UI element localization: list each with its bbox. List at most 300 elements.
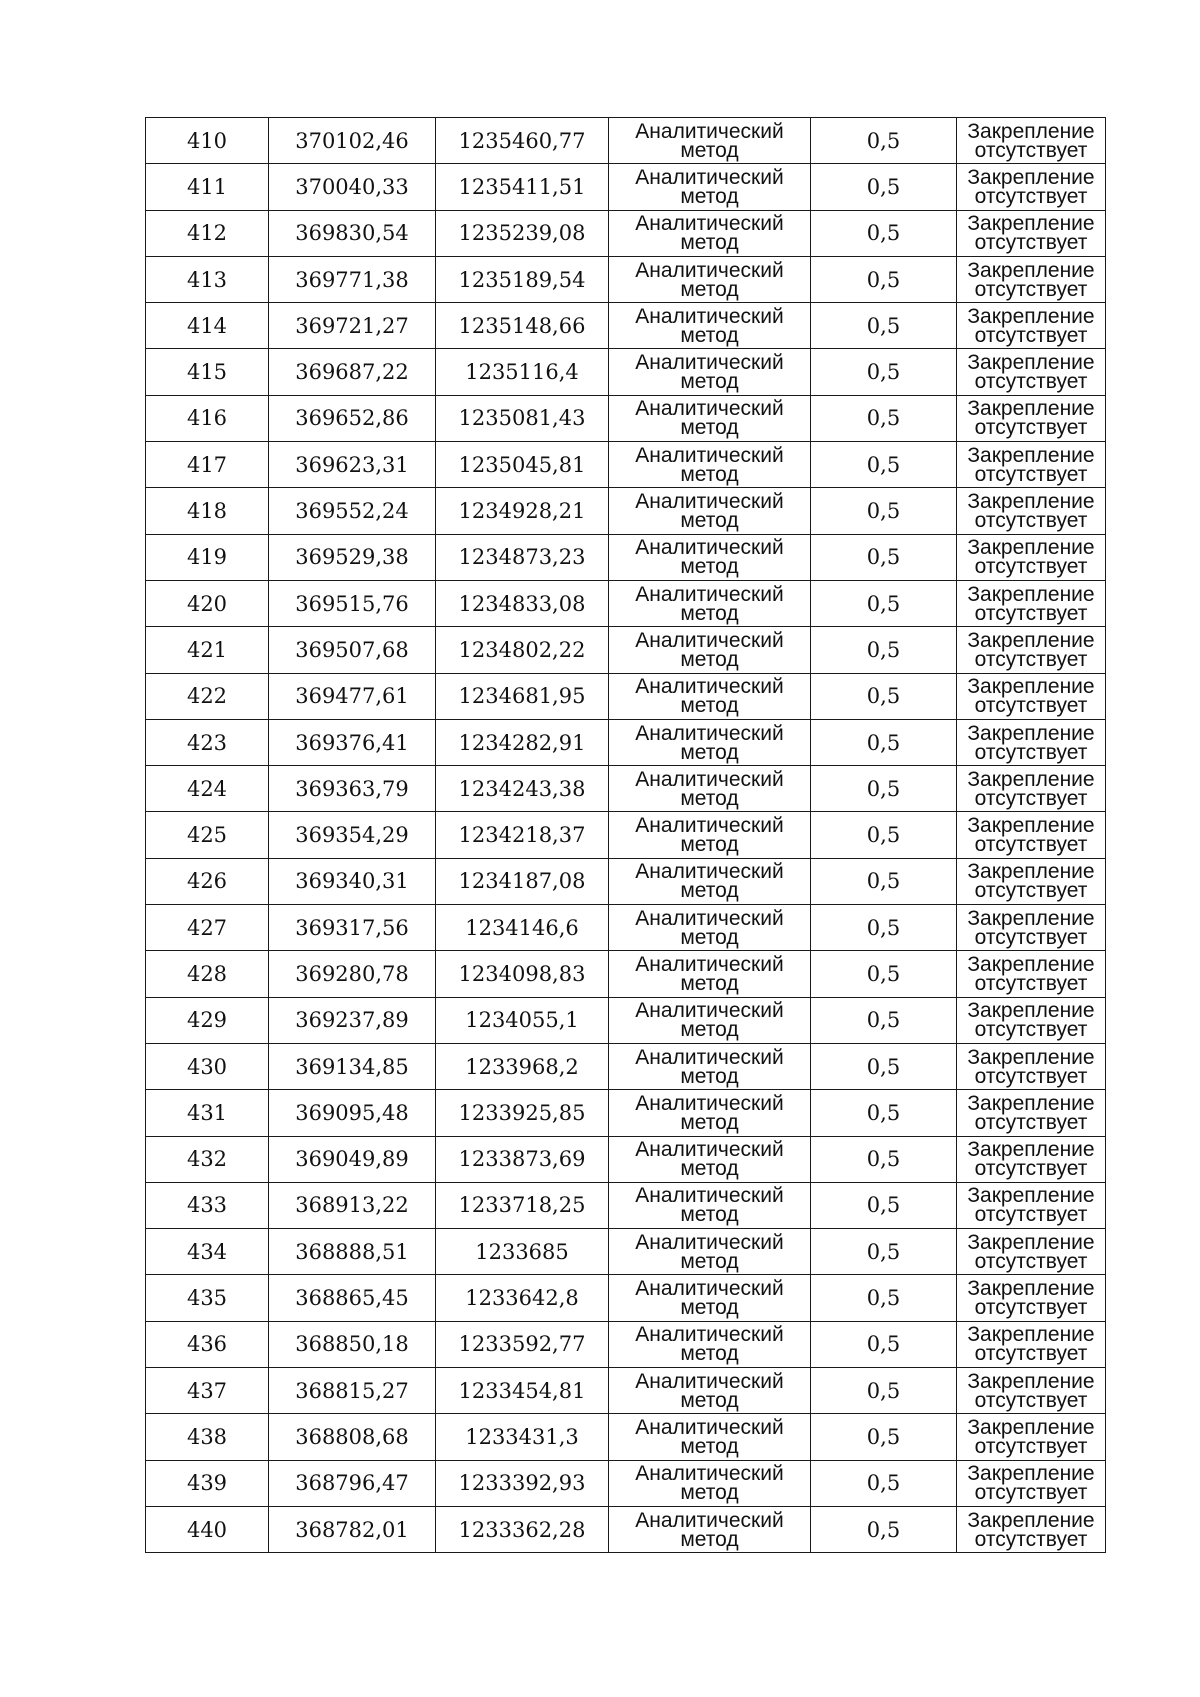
fixing-line-1: Закрепление xyxy=(967,1462,1095,1486)
coordinates-table xyxy=(145,117,1106,1553)
accuracy-cell: 0,5 xyxy=(811,488,957,534)
accuracy-cell: 0,5 xyxy=(811,303,957,349)
fixing-line-1: Закрепление xyxy=(967,212,1095,236)
method-line-2: метод xyxy=(680,509,739,533)
x-coordinate-cell: 368782,01 xyxy=(269,1506,436,1552)
fixing-cell xyxy=(957,164,1106,210)
method-line-2: метод xyxy=(680,1434,739,1458)
method-cell xyxy=(609,766,811,812)
y-coordinate-cell: 1234146,6 xyxy=(436,905,609,951)
y-coordinate-cell: 1234187,08 xyxy=(436,858,609,904)
fixing-cell xyxy=(957,951,1106,997)
point-number-cell: 427 xyxy=(146,905,269,951)
fixing-line-2: отсутствует xyxy=(974,1249,1088,1273)
fixing-cell xyxy=(957,766,1106,812)
method-line-2: метод xyxy=(680,1481,739,1505)
fixing-line-2: отсутствует xyxy=(974,1527,1088,1551)
accuracy-cell: 0,5 xyxy=(811,349,957,395)
method-cell xyxy=(609,1182,811,1228)
table-row xyxy=(146,580,1106,626)
method-cell xyxy=(609,673,811,719)
y-coordinate-cell: 1233642,8 xyxy=(436,1275,609,1321)
fixing-cell xyxy=(957,1368,1106,1414)
fixing-line-2: отсутствует xyxy=(974,509,1088,533)
fixing-line-2: отсутствует xyxy=(974,1388,1088,1412)
accuracy-cell: 0,5 xyxy=(811,1368,957,1414)
x-coordinate-cell: 368808,68 xyxy=(269,1414,436,1460)
y-coordinate-cell: 1235411,51 xyxy=(436,164,609,210)
method-line-1: Аналитический xyxy=(635,304,784,328)
method-line-1: Аналитический xyxy=(635,1323,784,1347)
method-line-2: метод xyxy=(680,1249,739,1273)
method-cell xyxy=(609,164,811,210)
table-row xyxy=(146,1229,1106,1275)
x-coordinate-cell: 368913,22 xyxy=(269,1182,436,1228)
table-row xyxy=(146,951,1106,997)
table-row xyxy=(146,303,1106,349)
accuracy-cell: 0,5 xyxy=(811,997,957,1043)
accuracy-cell: 0,5 xyxy=(811,905,957,951)
table-row xyxy=(146,118,1106,164)
y-coordinate-cell: 1233873,69 xyxy=(436,1136,609,1182)
fixing-line-1: Закрепление xyxy=(967,443,1095,467)
table-row xyxy=(146,210,1106,256)
point-number-cell: 425 xyxy=(146,812,269,858)
fixing-line-1: Закрепление xyxy=(967,1277,1095,1301)
fixing-line-1: Закрепление xyxy=(967,490,1095,514)
method-line-1: Аналитический xyxy=(635,952,784,976)
fixing-line-2: отсутствует xyxy=(974,1018,1088,1042)
fixing-line-2: отсутствует xyxy=(974,833,1088,857)
fixing-cell xyxy=(957,1043,1106,1089)
fixing-line-2: отсутствует xyxy=(974,416,1088,440)
fixing-cell xyxy=(957,1182,1106,1228)
accuracy-cell: 0,5 xyxy=(811,1136,957,1182)
fixing-line-2: отсутствует xyxy=(974,1481,1088,1505)
fixing-cell xyxy=(957,997,1106,1043)
method-line-2: метод xyxy=(680,462,739,486)
x-coordinate-cell: 369721,27 xyxy=(269,303,436,349)
method-line-2: метод xyxy=(680,416,739,440)
method-cell xyxy=(609,1368,811,1414)
method-cell xyxy=(609,442,811,488)
method-line-1: Аналитический xyxy=(635,582,784,606)
fixing-line-2: отсутствует xyxy=(974,1203,1088,1227)
method-cell xyxy=(609,1229,811,1275)
method-line-1: Аналитический xyxy=(635,1138,784,1162)
fixing-line-1: Закрепление xyxy=(967,1045,1095,1069)
table-row xyxy=(146,1043,1106,1089)
fixing-line-2: отсутствует xyxy=(974,1434,1088,1458)
y-coordinate-cell: 1233685 xyxy=(436,1229,609,1275)
fixing-cell xyxy=(957,858,1106,904)
method-line-2: метод xyxy=(680,1110,739,1134)
fixing-cell xyxy=(957,210,1106,256)
fixing-cell xyxy=(957,395,1106,441)
fixing-line-1: Закрепление xyxy=(967,1508,1095,1532)
fixing-cell xyxy=(957,627,1106,673)
y-coordinate-cell: 1233431,3 xyxy=(436,1414,609,1460)
method-cell xyxy=(609,210,811,256)
method-cell xyxy=(609,1506,811,1552)
table-row xyxy=(146,1506,1106,1552)
x-coordinate-cell: 369529,38 xyxy=(269,534,436,580)
method-line-1: Аналитический xyxy=(635,165,784,189)
method-line-1: Аналитический xyxy=(635,1184,784,1208)
fixing-line-1: Закрепление xyxy=(967,721,1095,745)
y-coordinate-cell: 1235189,54 xyxy=(436,256,609,302)
y-coordinate-cell: 1233454,81 xyxy=(436,1368,609,1414)
point-number-cell: 421 xyxy=(146,627,269,673)
point-number-cell: 426 xyxy=(146,858,269,904)
method-line-1: Аналитический xyxy=(635,814,784,838)
fixing-line-1: Закрепление xyxy=(967,952,1095,976)
accuracy-cell: 0,5 xyxy=(811,858,957,904)
accuracy-cell: 0,5 xyxy=(811,1506,957,1552)
y-coordinate-cell: 1235460,77 xyxy=(436,118,609,164)
method-cell xyxy=(609,349,811,395)
x-coordinate-cell: 369652,86 xyxy=(269,395,436,441)
accuracy-cell: 0,5 xyxy=(811,442,957,488)
table-row xyxy=(146,673,1106,719)
y-coordinate-cell: 1234055,1 xyxy=(436,997,609,1043)
table-row xyxy=(146,349,1106,395)
fixing-cell xyxy=(957,1090,1106,1136)
fixing-line-2: отсутствует xyxy=(974,1064,1088,1088)
method-line-1: Аналитический xyxy=(635,1369,784,1393)
x-coordinate-cell: 369515,76 xyxy=(269,580,436,626)
accuracy-cell: 0,5 xyxy=(811,1182,957,1228)
method-cell xyxy=(609,858,811,904)
point-number-cell: 431 xyxy=(146,1090,269,1136)
fixing-line-1: Закрепление xyxy=(967,1184,1095,1208)
method-cell xyxy=(609,303,811,349)
fixing-line-1: Закрепление xyxy=(967,119,1095,143)
fixing-line-1: Закрепление xyxy=(967,536,1095,560)
method-line-1: Аналитический xyxy=(635,212,784,236)
point-number-cell: 414 xyxy=(146,303,269,349)
method-line-2: метод xyxy=(680,647,739,671)
method-line-2: метод xyxy=(680,323,739,347)
x-coordinate-cell: 369280,78 xyxy=(269,951,436,997)
fixing-line-1: Закрепление xyxy=(967,860,1095,884)
fixing-line-2: отсутствует xyxy=(974,694,1088,718)
y-coordinate-cell: 1235081,43 xyxy=(436,395,609,441)
y-coordinate-cell: 1234282,91 xyxy=(436,719,609,765)
fixing-line-2: отсутствует xyxy=(974,277,1088,301)
table-row xyxy=(146,1414,1106,1460)
method-line-2: метод xyxy=(680,1296,739,1320)
fixing-line-2: отсутствует xyxy=(974,370,1088,394)
method-line-2: метод xyxy=(680,879,739,903)
method-line-2: метод xyxy=(680,1157,739,1181)
table-row xyxy=(146,488,1106,534)
y-coordinate-cell: 1234802,22 xyxy=(436,627,609,673)
method-line-1: Аналитический xyxy=(635,536,784,560)
x-coordinate-cell: 370102,46 xyxy=(269,118,436,164)
point-number-cell: 420 xyxy=(146,580,269,626)
point-number-cell: 432 xyxy=(146,1136,269,1182)
y-coordinate-cell: 1233968,2 xyxy=(436,1043,609,1089)
method-line-1: Аналитический xyxy=(635,351,784,375)
y-coordinate-cell: 1233592,77 xyxy=(436,1321,609,1367)
point-number-cell: 418 xyxy=(146,488,269,534)
method-cell xyxy=(609,1321,811,1367)
accuracy-cell: 0,5 xyxy=(811,673,957,719)
method-line-2: метод xyxy=(680,786,739,810)
method-line-1: Аналитический xyxy=(635,906,784,930)
table-row xyxy=(146,1090,1106,1136)
method-line-2: метод xyxy=(680,1342,739,1366)
fixing-cell xyxy=(957,1275,1106,1321)
method-line-2: метод xyxy=(680,1064,739,1088)
table-row xyxy=(146,1275,1106,1321)
x-coordinate-cell: 368850,18 xyxy=(269,1321,436,1367)
method-cell xyxy=(609,534,811,580)
fixing-cell xyxy=(957,534,1106,580)
fixing-cell xyxy=(957,905,1106,951)
y-coordinate-cell: 1233925,85 xyxy=(436,1090,609,1136)
method-cell xyxy=(609,1460,811,1506)
method-cell xyxy=(609,580,811,626)
method-line-1: Аналитический xyxy=(635,1508,784,1532)
method-line-1: Аналитический xyxy=(635,119,784,143)
y-coordinate-cell: 1235045,81 xyxy=(436,442,609,488)
point-number-cell: 423 xyxy=(146,719,269,765)
x-coordinate-cell: 369354,29 xyxy=(269,812,436,858)
table-row xyxy=(146,812,1106,858)
fixing-cell xyxy=(957,580,1106,626)
table-row xyxy=(146,164,1106,210)
point-number-cell: 415 xyxy=(146,349,269,395)
fixing-line-1: Закрепление xyxy=(967,675,1095,699)
x-coordinate-cell: 369317,56 xyxy=(269,905,436,951)
fixing-line-2: отсутствует xyxy=(974,601,1088,625)
method-line-2: метод xyxy=(680,1203,739,1227)
x-coordinate-cell: 369363,79 xyxy=(269,766,436,812)
fixing-cell xyxy=(957,442,1106,488)
point-number-cell: 419 xyxy=(146,534,269,580)
method-line-2: метод xyxy=(680,833,739,857)
y-coordinate-cell: 1235148,66 xyxy=(436,303,609,349)
method-line-2: метод xyxy=(680,138,739,162)
method-cell xyxy=(609,951,811,997)
fixing-line-1: Закрепление xyxy=(967,1415,1095,1439)
method-line-1: Аналитический xyxy=(635,397,784,421)
y-coordinate-cell: 1234873,23 xyxy=(436,534,609,580)
point-number-cell: 438 xyxy=(146,1414,269,1460)
method-cell xyxy=(609,1090,811,1136)
accuracy-cell: 0,5 xyxy=(811,627,957,673)
point-number-cell: 429 xyxy=(146,997,269,1043)
accuracy-cell: 0,5 xyxy=(811,210,957,256)
fixing-line-1: Закрепление xyxy=(967,767,1095,791)
fixing-cell xyxy=(957,256,1106,302)
y-coordinate-cell: 1234928,21 xyxy=(436,488,609,534)
fixing-line-2: отсутствует xyxy=(974,786,1088,810)
method-cell xyxy=(609,905,811,951)
method-line-2: метод xyxy=(680,971,739,995)
accuracy-cell: 0,5 xyxy=(811,766,957,812)
point-number-cell: 433 xyxy=(146,1182,269,1228)
method-line-2: метод xyxy=(680,1527,739,1551)
table-row xyxy=(146,395,1106,441)
table-row xyxy=(146,1368,1106,1414)
fixing-line-1: Закрепление xyxy=(967,582,1095,606)
point-number-cell: 410 xyxy=(146,118,269,164)
point-number-cell: 435 xyxy=(146,1275,269,1321)
accuracy-cell: 0,5 xyxy=(811,1460,957,1506)
accuracy-cell: 0,5 xyxy=(811,719,957,765)
method-line-2: метод xyxy=(680,601,739,625)
fixing-line-1: Закрепление xyxy=(967,1230,1095,1254)
table-row xyxy=(146,534,1106,580)
point-number-cell: 430 xyxy=(146,1043,269,1089)
x-coordinate-cell: 369477,61 xyxy=(269,673,436,719)
point-number-cell: 411 xyxy=(146,164,269,210)
y-coordinate-cell: 1235116,4 xyxy=(436,349,609,395)
fixing-line-1: Закрепление xyxy=(967,814,1095,838)
point-number-cell: 417 xyxy=(146,442,269,488)
accuracy-cell: 0,5 xyxy=(811,812,957,858)
x-coordinate-cell: 369771,38 xyxy=(269,256,436,302)
y-coordinate-cell: 1234218,37 xyxy=(436,812,609,858)
accuracy-cell: 0,5 xyxy=(811,1229,957,1275)
fixing-line-1: Закрепление xyxy=(967,351,1095,375)
fixing-line-1: Закрепление xyxy=(967,165,1095,189)
fixing-line-2: отсутствует xyxy=(974,231,1088,255)
y-coordinate-cell: 1234833,08 xyxy=(436,580,609,626)
x-coordinate-cell: 368865,45 xyxy=(269,1275,436,1321)
fixing-line-1: Закрепление xyxy=(967,628,1095,652)
accuracy-cell: 0,5 xyxy=(811,1275,957,1321)
y-coordinate-cell: 1234243,38 xyxy=(436,766,609,812)
y-coordinate-cell: 1233362,28 xyxy=(436,1506,609,1552)
fixing-cell xyxy=(957,1506,1106,1552)
fixing-cell xyxy=(957,349,1106,395)
table-row xyxy=(146,256,1106,302)
fixing-line-2: отсутствует xyxy=(974,323,1088,347)
method-cell xyxy=(609,488,811,534)
fixing-line-1: Закрепление xyxy=(967,397,1095,421)
point-number-cell: 416 xyxy=(146,395,269,441)
fixing-line-2: отсутствует xyxy=(974,462,1088,486)
fixing-line-1: Закрепление xyxy=(967,1138,1095,1162)
fixing-cell xyxy=(957,1136,1106,1182)
fixing-line-2: отсутствует xyxy=(974,1342,1088,1366)
table-row xyxy=(146,1321,1106,1367)
method-line-1: Аналитический xyxy=(635,721,784,745)
method-cell xyxy=(609,1275,811,1321)
x-coordinate-cell: 368796,47 xyxy=(269,1460,436,1506)
fixing-cell xyxy=(957,812,1106,858)
method-cell xyxy=(609,256,811,302)
accuracy-cell: 0,5 xyxy=(811,1414,957,1460)
method-line-2: метод xyxy=(680,277,739,301)
point-number-cell: 412 xyxy=(146,210,269,256)
accuracy-cell: 0,5 xyxy=(811,951,957,997)
table-row xyxy=(146,766,1106,812)
fixing-line-2: отсутствует xyxy=(974,971,1088,995)
fixing-line-1: Закрепление xyxy=(967,1369,1095,1393)
coordinates-table-body xyxy=(146,118,1106,1553)
method-line-1: Аналитический xyxy=(635,443,784,467)
x-coordinate-cell: 369376,41 xyxy=(269,719,436,765)
point-number-cell: 434 xyxy=(146,1229,269,1275)
method-cell xyxy=(609,1414,811,1460)
fixing-cell xyxy=(957,118,1106,164)
fixing-line-2: отсутствует xyxy=(974,647,1088,671)
method-line-2: метод xyxy=(680,1018,739,1042)
x-coordinate-cell: 369623,31 xyxy=(269,442,436,488)
point-number-cell: 439 xyxy=(146,1460,269,1506)
table-row xyxy=(146,905,1106,951)
method-line-2: метод xyxy=(680,184,739,208)
fixing-line-2: отсутствует xyxy=(974,184,1088,208)
fixing-line-1: Закрепление xyxy=(967,304,1095,328)
fixing-cell xyxy=(957,303,1106,349)
x-coordinate-cell: 369687,22 xyxy=(269,349,436,395)
fixing-cell xyxy=(957,1460,1106,1506)
method-line-2: метод xyxy=(680,740,739,764)
method-cell xyxy=(609,395,811,441)
point-number-cell: 424 xyxy=(146,766,269,812)
point-number-cell: 428 xyxy=(146,951,269,997)
accuracy-cell: 0,5 xyxy=(811,164,957,210)
accuracy-cell: 0,5 xyxy=(811,118,957,164)
method-line-1: Аналитический xyxy=(635,999,784,1023)
accuracy-cell: 0,5 xyxy=(811,395,957,441)
table-row xyxy=(146,1182,1106,1228)
x-coordinate-cell: 369340,31 xyxy=(269,858,436,904)
fixing-cell xyxy=(957,719,1106,765)
fixing-cell xyxy=(957,488,1106,534)
x-coordinate-cell: 369830,54 xyxy=(269,210,436,256)
fixing-line-1: Закрепление xyxy=(967,999,1095,1023)
x-coordinate-cell: 369095,48 xyxy=(269,1090,436,1136)
fixing-line-2: отсутствует xyxy=(974,1296,1088,1320)
table-row xyxy=(146,1460,1106,1506)
method-line-1: Аналитический xyxy=(635,1230,784,1254)
x-coordinate-cell: 370040,33 xyxy=(269,164,436,210)
fixing-cell xyxy=(957,673,1106,719)
method-line-1: Аналитический xyxy=(635,1415,784,1439)
fixing-line-1: Закрепление xyxy=(967,1323,1095,1347)
fixing-line-2: отсутствует xyxy=(974,925,1088,949)
fixing-line-1: Закрепление xyxy=(967,258,1095,282)
y-coordinate-cell: 1233718,25 xyxy=(436,1182,609,1228)
method-line-2: метод xyxy=(680,370,739,394)
method-line-1: Аналитический xyxy=(635,767,784,791)
fixing-line-1: Закрепление xyxy=(967,1091,1095,1115)
accuracy-cell: 0,5 xyxy=(811,1090,957,1136)
fixing-line-2: отсутствует xyxy=(974,555,1088,579)
method-line-2: метод xyxy=(680,231,739,255)
method-cell xyxy=(609,997,811,1043)
x-coordinate-cell: 369507,68 xyxy=(269,627,436,673)
x-coordinate-cell: 368888,51 xyxy=(269,1229,436,1275)
method-cell xyxy=(609,719,811,765)
fixing-cell xyxy=(957,1414,1106,1460)
x-coordinate-cell: 369049,89 xyxy=(269,1136,436,1182)
point-number-cell: 413 xyxy=(146,256,269,302)
fixing-line-2: отсутствует xyxy=(974,1110,1088,1134)
fixing-line-1: Закрепление xyxy=(967,906,1095,930)
accuracy-cell: 0,5 xyxy=(811,534,957,580)
accuracy-cell: 0,5 xyxy=(811,1043,957,1089)
x-coordinate-cell: 368815,27 xyxy=(269,1368,436,1414)
table-row xyxy=(146,627,1106,673)
